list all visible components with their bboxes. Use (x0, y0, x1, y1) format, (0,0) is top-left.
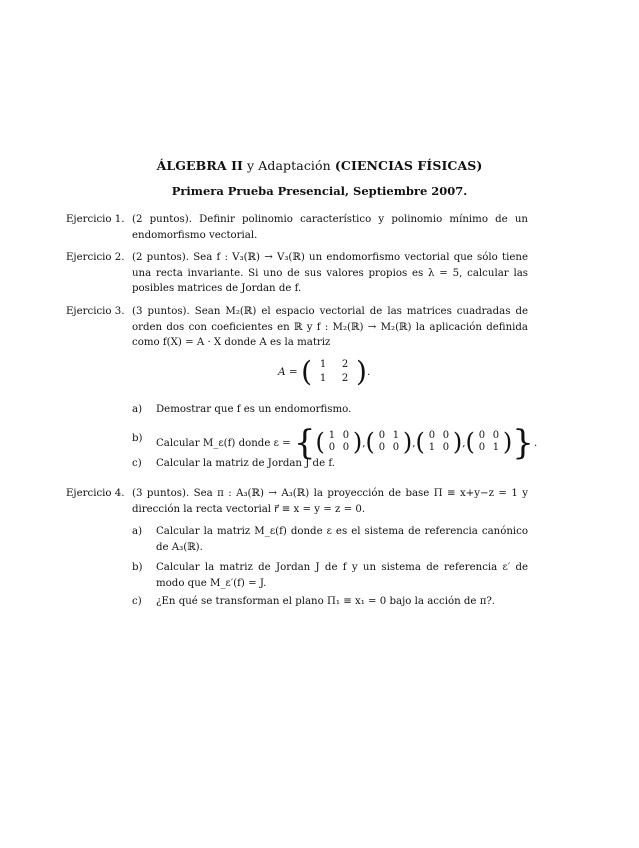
exercise-3-item-a (132, 402, 528, 418)
matrix-cell: 0 (378, 442, 386, 453)
exercise-1-label: Ejercicio 1. (66, 214, 125, 225)
exercise-3-label: Ejercicio 3. (66, 306, 125, 317)
item-label: b) (132, 433, 143, 444)
page-subtitle: Primera Prueba Presencial, Septiembre 2007. (171, 184, 468, 198)
matrix-a-cell: 1 (319, 359, 327, 370)
matrix-a-display: A = ( 1 2 1 2 ). (278, 355, 371, 388)
item-text: Calcular la matriz M_ε(f) donde ε es el sistema de referencia canónico de A₃(ℝ). (156, 526, 528, 553)
matrix-cell: 0 (392, 442, 400, 453)
item-label: c) (132, 596, 142, 607)
item-label: a) (132, 526, 143, 537)
exercise-4 (66, 486, 528, 517)
exercise-1 (66, 212, 528, 243)
matrix-cell: 1 (492, 442, 500, 453)
exercise-3-text: (3 puntos). Sean M₂(ℝ) el espacio vectorial de las matrices cuadradas de orden dos con coeficientes en ℝ y f : M₂(ℝ) → M₂(ℝ) la aplicación definida como f(X) = A · X donde A es la matriz (132, 306, 528, 348)
matrix-cell: 0 (442, 442, 450, 453)
exercise-2-label: Ejercicio 2. (66, 252, 125, 263)
matrix-cell: 0 (478, 442, 486, 453)
basis-matrix-4: ( 0 0 0 1 ) (465, 428, 513, 456)
matrix-a-cell: 1 (319, 373, 327, 384)
title-normal: y Adaptación (242, 158, 335, 173)
exercise-2-text: (2 puntos). Sea f : V₃(ℝ) → V₃(ℝ) un endomorfismo vectorial que sólo tiene una recta invariante. Si uno de sus valores propios es λ = 5, calcular las posibles matrices de Jordan de f. (132, 252, 528, 294)
matrix-cell: 0 (342, 442, 350, 453)
item-text: ¿En qué se transforman el plano Π₁ ≡ x₁ = 0 bajo la acción de π?. (156, 596, 496, 607)
exercise-4-text: (3 puntos). Sea π : A₃(ℝ) → A₃(ℝ) la proyección de base Π ≡ x+y−z = 1 y dirección la recta vectorial r⃗ ≡ x = y = z = 0. (132, 488, 528, 515)
matrix-a-cell: 2 (341, 373, 349, 384)
exercise-4-item-b (132, 560, 528, 591)
item-text: Calcular la matriz de Jordan J de f y un sistema de referencia ε′ de modo que M_ε′(f) = J. (156, 562, 528, 589)
basis-matrix-2: ( 0 1 0 0 ) (365, 428, 413, 456)
item-text: Demostrar que f es un endomorfismo. (156, 404, 352, 415)
matrix-cell: 0 (428, 430, 436, 441)
page-title (0, 158, 639, 173)
matrix-cell: 1 (392, 430, 400, 441)
exercise-4-item-a (132, 524, 528, 555)
matrix-a-label: A = (278, 366, 298, 378)
exercise-4-label: Ejercicio 4. (66, 488, 125, 499)
matrix-cell: 0 (492, 430, 500, 441)
item-text: Calcular M_ε(f) donde ε = (156, 438, 291, 449)
matrix-a: ( 1 2 1 2 ) (301, 355, 367, 388)
item-label: c) (132, 458, 142, 469)
title-tail: (CIENCIAS FÍSICAS) (334, 158, 483, 173)
matrix-cell: 0 (378, 430, 386, 441)
exercise-3-item-c (132, 456, 528, 472)
basis-matrix-1: ( 1 0 0 0 ) (315, 428, 363, 456)
basis-matrix-3: ( 0 0 1 0 ) (415, 428, 463, 456)
matrix-cell: 1 (328, 430, 336, 441)
exercise-3 (66, 304, 528, 351)
item-label: a) (132, 404, 143, 415)
matrix-cell: 0 (342, 430, 350, 441)
exercise-4-item-c (132, 594, 528, 610)
item-label: b) (132, 562, 143, 573)
matrix-cell: 1 (428, 442, 436, 453)
exercise-3-item-b: b) Calcular M_ε(f) donde ε = {( 1 0 0 0 ),( 0 1 0 0 ),( 0 0 1 0 ),( 0 0 0 1 )}. (132, 423, 538, 463)
matrix-cell: 0 (478, 430, 486, 441)
item-text: Calcular la matriz de Jordan J de f. (156, 458, 335, 469)
title-bold: ÁLGEBRA II (156, 158, 243, 173)
matrix-cell: 0 (328, 442, 336, 453)
exercise-2 (66, 250, 528, 297)
matrix-a-cell: 2 (341, 359, 349, 370)
exercise-1-text: (2 puntos). Definir polinomio característico y polinomio mínimo de un endomorfismo vectorial. (132, 214, 528, 241)
matrix-cell: 0 (442, 430, 450, 441)
